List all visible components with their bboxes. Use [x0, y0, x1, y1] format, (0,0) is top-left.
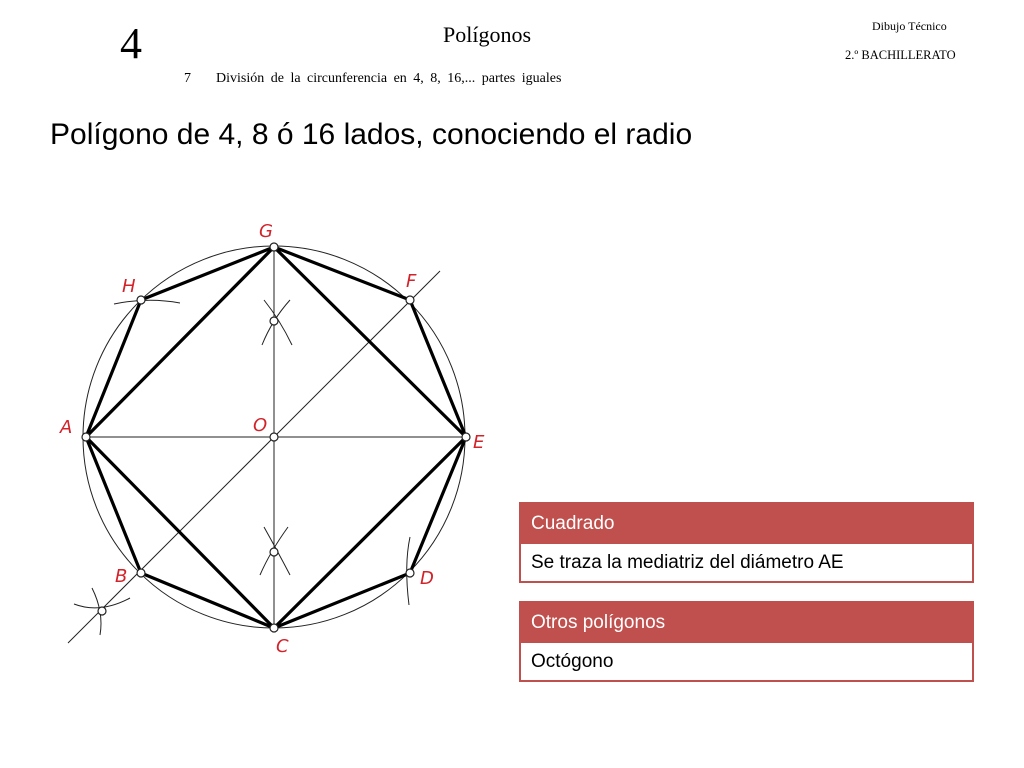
- lesson-title: División de la circunferencia en 4, 8, 16,... partes iguales: [216, 71, 562, 86]
- chapter-number: 4: [120, 19, 142, 68]
- label-e: E: [473, 432, 485, 453]
- label-d: D: [420, 568, 434, 589]
- point-g: [270, 243, 278, 251]
- label-g: G: [259, 221, 273, 242]
- panel-other-text: Octógono: [521, 643, 972, 680]
- point-f: [406, 296, 414, 304]
- point-h: [137, 296, 145, 304]
- arc-intersection-point: [98, 607, 106, 615]
- construction-arc: [114, 300, 180, 304]
- label-f: F: [406, 271, 417, 292]
- label-b: B: [115, 566, 128, 587]
- lesson-number: 7: [184, 71, 191, 86]
- panel-square-heading: Cuadrado: [531, 513, 615, 534]
- panel-square: [519, 502, 974, 583]
- bisector-intersection-bottom: [270, 548, 278, 556]
- bisector-line-bf: [68, 271, 440, 643]
- point-o: [270, 433, 278, 441]
- point-d: [406, 569, 414, 577]
- point-a: [82, 433, 90, 441]
- point-b: [137, 569, 145, 577]
- label-h: H: [122, 276, 136, 297]
- point-c: [270, 624, 278, 632]
- label-o: O: [253, 415, 268, 436]
- course-label: 2.º BACHILLERATO: [845, 48, 956, 62]
- point-e: [462, 433, 470, 441]
- bisector-intersection-top: [270, 317, 278, 325]
- panel-other-polygons: [519, 601, 974, 682]
- construction-arc: [74, 598, 130, 608]
- panel-other-heading: Otros polígonos: [531, 612, 666, 633]
- subject-label: Dibujo Técnico: [872, 19, 947, 33]
- label-c: C: [276, 636, 289, 657]
- panel-square-text: Se traza la mediatriz del diámetro AE: [521, 544, 972, 581]
- label-a: A: [60, 417, 73, 438]
- topic-title: Polígonos: [443, 22, 532, 47]
- slide-title: Polígono de 4, 8 ó 16 lados, conociendo el radio: [50, 118, 693, 151]
